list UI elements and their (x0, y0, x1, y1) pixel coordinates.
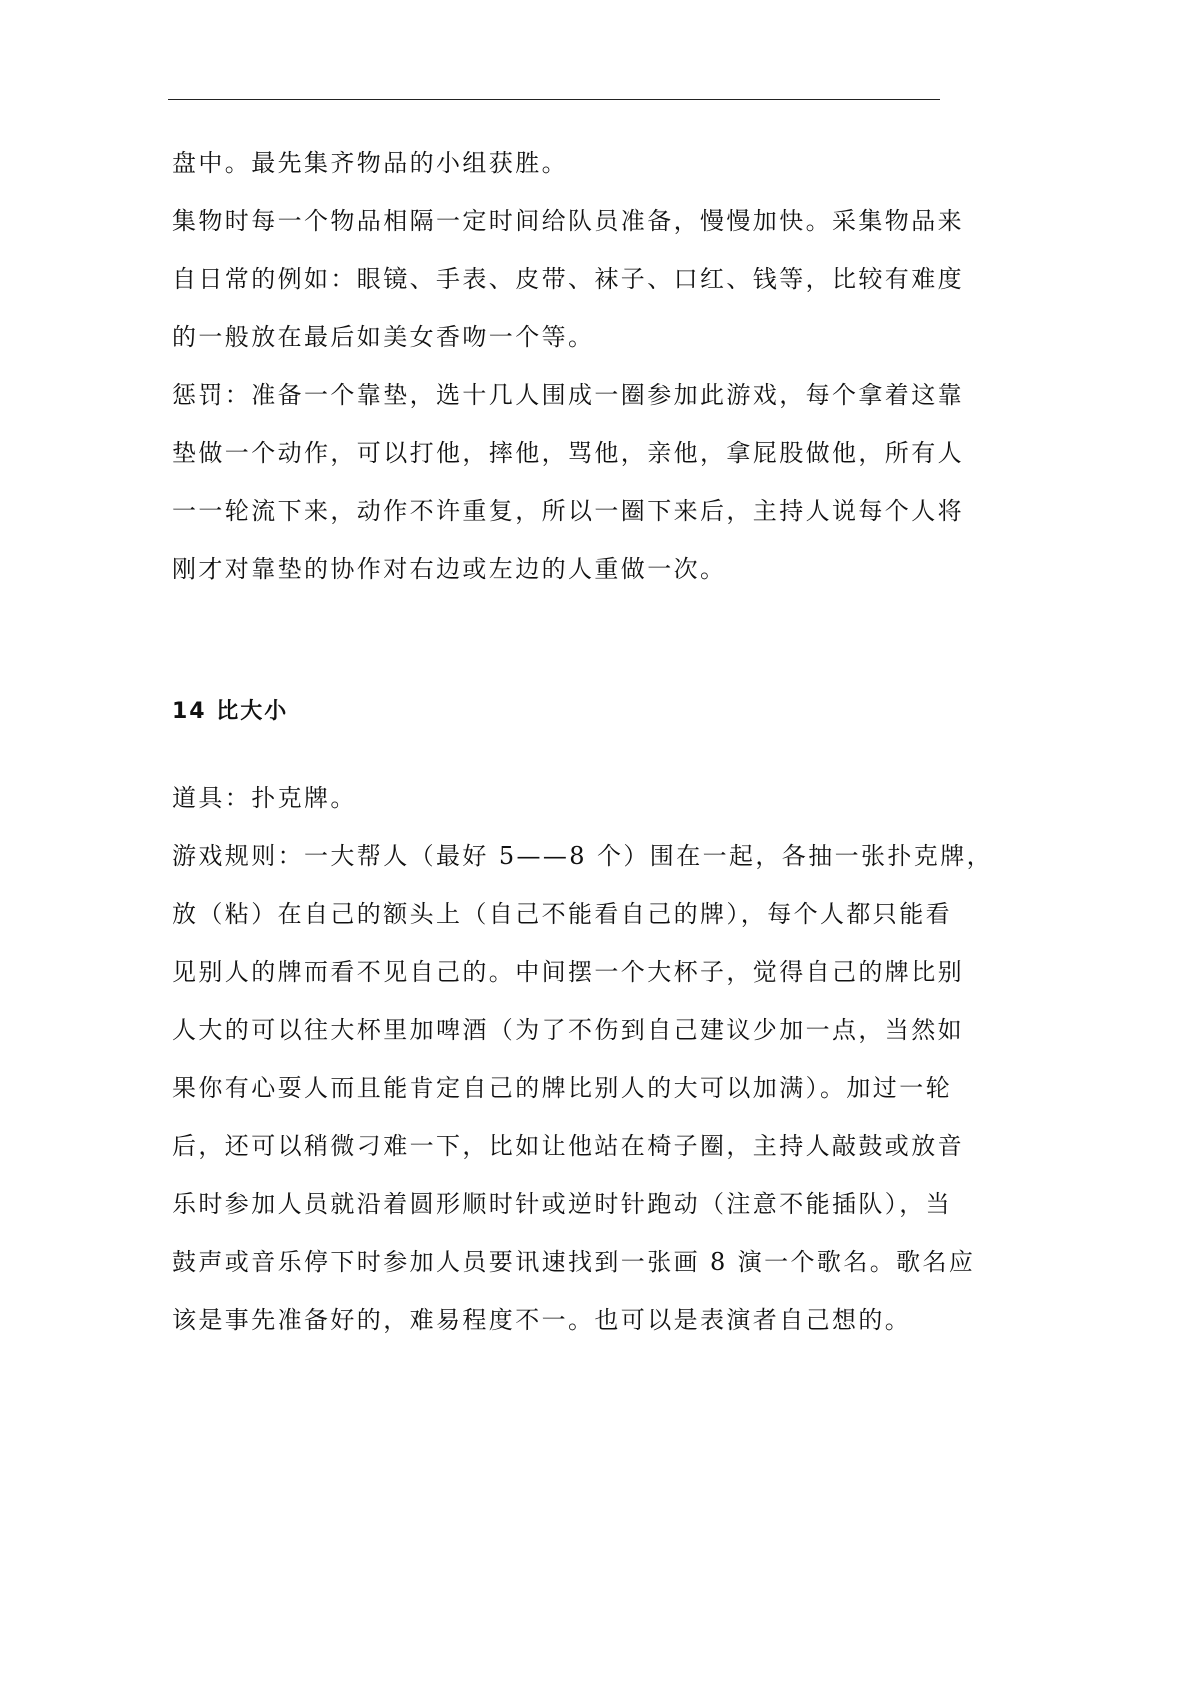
text-line: 集物时每一个物品相隔一定时间给队员准备，慢慢加快。采集物品来 (172, 207, 964, 235)
section-heading: 14 比大小 (172, 699, 289, 724)
text-line: 刚才对靠垫的协作对右边或左边的人重做一次。 (172, 555, 727, 583)
text-line: 道具：扑克牌。 (172, 784, 357, 812)
paragraph-game-rules (172, 827, 993, 1349)
text-line: 见别人的牌而看不见自己的。中间摆一个大杯子，觉得自己的牌比别 (172, 958, 964, 986)
text-line: 该是事先准备好的，难易程度不一。也可以是表演者自己想的。 (172, 1306, 912, 1334)
text-line: 人大的可以往大杯里加啤酒（为了不伤到自己建议少加一点，当然如 (172, 1016, 964, 1044)
paragraph-collect-items (172, 192, 964, 366)
header-rule (168, 99, 940, 100)
text-line: 垫做一个动作，可以打他，摔他，骂他，亲他，拿屁股做他，所有人 (172, 439, 964, 467)
text-line: 自日常的例如：眼镜、手表、皮带、袜子、口红、钱等，比较有难度 (172, 265, 964, 293)
paragraph-punishment (172, 366, 964, 598)
text-line: 的一般放在最后如美女香吻一个等。 (172, 323, 595, 351)
text-line: 游戏规则：一大帮人（最好 5——8 个）围在一起，各抽一张扑克牌， (172, 842, 993, 870)
text-line: 惩罚：准备一个靠垫，选十几人围成一圈参加此游戏，每个拿着这靠 (172, 381, 964, 409)
paragraph-props (172, 769, 942, 827)
text-line: 后，还可以稍微刁难一下，比如让他站在椅子圈，主持人敲鼓或放音 (172, 1132, 964, 1160)
text-line: 乐时参加人员就沿着圆形顺时针或逆时针跑动（注意不能插队），当 (172, 1190, 952, 1218)
text-line: 盘中。最先集齐物品的小组获胜。 (172, 149, 568, 177)
text-line: 一一轮流下来，动作不许重复，所以一圈下来后，主持人说每个人将 (172, 497, 964, 525)
text-line: 鼓声或音乐停下时参加人员要讯速找到一张画 8 演一个歌名。歌名应 (172, 1248, 976, 1276)
text-line: 放（粘）在自己的额头上（自己不能看自己的牌），每个人都只能看 (172, 900, 952, 928)
text-line: 果你有心耍人而且能肯定自己的牌比别人的大可以加满）。加过一轮 (172, 1074, 952, 1102)
paragraph-collect-winner (172, 134, 942, 192)
